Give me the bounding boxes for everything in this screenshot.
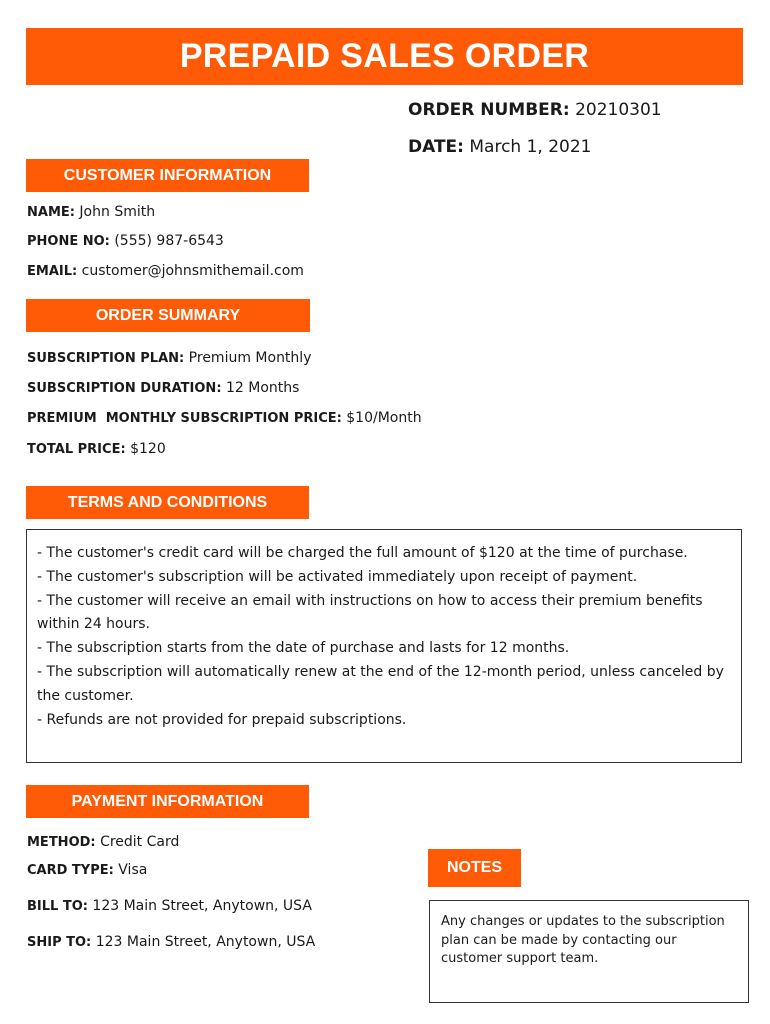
bill-to — [27, 898, 312, 914]
terms-line: - The customer's credit card will be charged the full amount of $120 at the time of purchase. — [37, 545, 688, 561]
payment-method-value: Credit Card — [100, 834, 180, 850]
order-number-label: ORDER NUMBER: — [408, 100, 570, 120]
terms-line: - Refunds are not provided for prepaid subscriptions. — [37, 711, 407, 728]
customer-name — [27, 204, 155, 220]
customer-email — [27, 263, 304, 279]
terms-line: - The subscription starts from the date of purchase and lasts for 12 months. — [37, 640, 570, 657]
subscription-duration-label: SUBSCRIPTION DURATION: — [27, 381, 222, 396]
subscription-plan-label: SUBSCRIPTION PLAN: — [27, 351, 185, 366]
card-type-label: CARD TYPE: — [27, 863, 114, 878]
subscription-price — [27, 410, 422, 426]
notes-text: Any changes or updates to the subscription plan can be made by contacting our customer support team. — [441, 914, 725, 966]
bill-to-label: BILL TO: — [27, 899, 88, 914]
order-summary-heading: ORDER SUMMARY — [26, 299, 310, 332]
customer-email-label: EMAIL: — [27, 264, 78, 279]
order-date-label: DATE: — [408, 137, 464, 157]
page-title: PREPAID SALES ORDER — [26, 28, 743, 85]
ship-to-label: SHIP TO: — [27, 935, 92, 950]
total-price-value: $120 — [130, 441, 166, 457]
order-date — [408, 137, 592, 157]
customer-phone — [27, 233, 224, 249]
order-number-value: 20210301 — [575, 100, 662, 120]
terms-line: - The subscription will automatically renew at the end of the 12-month period, unless canceled by the customer. — [37, 663, 724, 704]
payment-method — [27, 834, 179, 850]
customer-name-value: John Smith — [79, 204, 156, 220]
customer-name-label: NAME: — [27, 205, 75, 220]
order-number — [408, 100, 662, 120]
terms-box — [26, 529, 742, 763]
subscription-plan — [27, 350, 311, 366]
terms-line: - The customer's subscription will be activated immediately upon receipt of payment. — [37, 568, 638, 585]
payment-information-heading: PAYMENT INFORMATION — [26, 785, 309, 818]
card-type-value: Visa — [118, 862, 148, 878]
ship-to — [27, 934, 315, 950]
total-price — [27, 441, 166, 457]
subscription-price-value: $10/Month — [346, 410, 422, 426]
subscription-price-label: PREMIUM MONTHLY SUBSCRIPTION PRICE: — [27, 411, 342, 426]
subscription-duration — [27, 380, 299, 396]
customer-phone-label: PHONE NO: — [27, 234, 110, 249]
ship-to-value: 123 Main Street, Anytown, USA — [95, 934, 316, 950]
subscription-plan-value: Premium Monthly — [188, 350, 312, 366]
bill-to-value: 123 Main Street, Anytown, USA — [92, 898, 312, 914]
terms-line: - The customer will receive an email with instructions on how to access their premium benefits within 24 hours. — [37, 592, 703, 633]
customer-information-heading: CUSTOMER INFORMATION — [26, 159, 309, 192]
customer-email-value: customer@johnsmithemail.com — [81, 263, 304, 279]
subscription-duration-value: 12 Months — [225, 380, 300, 396]
notes-heading: NOTES — [428, 849, 521, 887]
card-type — [27, 862, 147, 878]
payment-method-label: METHOD: — [27, 835, 96, 850]
customer-phone-value: (555) 987-6543 — [114, 233, 224, 249]
notes-box — [429, 900, 749, 1003]
total-price-label: TOTAL PRICE: — [27, 442, 126, 457]
order-date-value: March 1, 2021 — [469, 137, 592, 157]
terms-heading: TERMS AND CONDITIONS — [26, 486, 309, 519]
